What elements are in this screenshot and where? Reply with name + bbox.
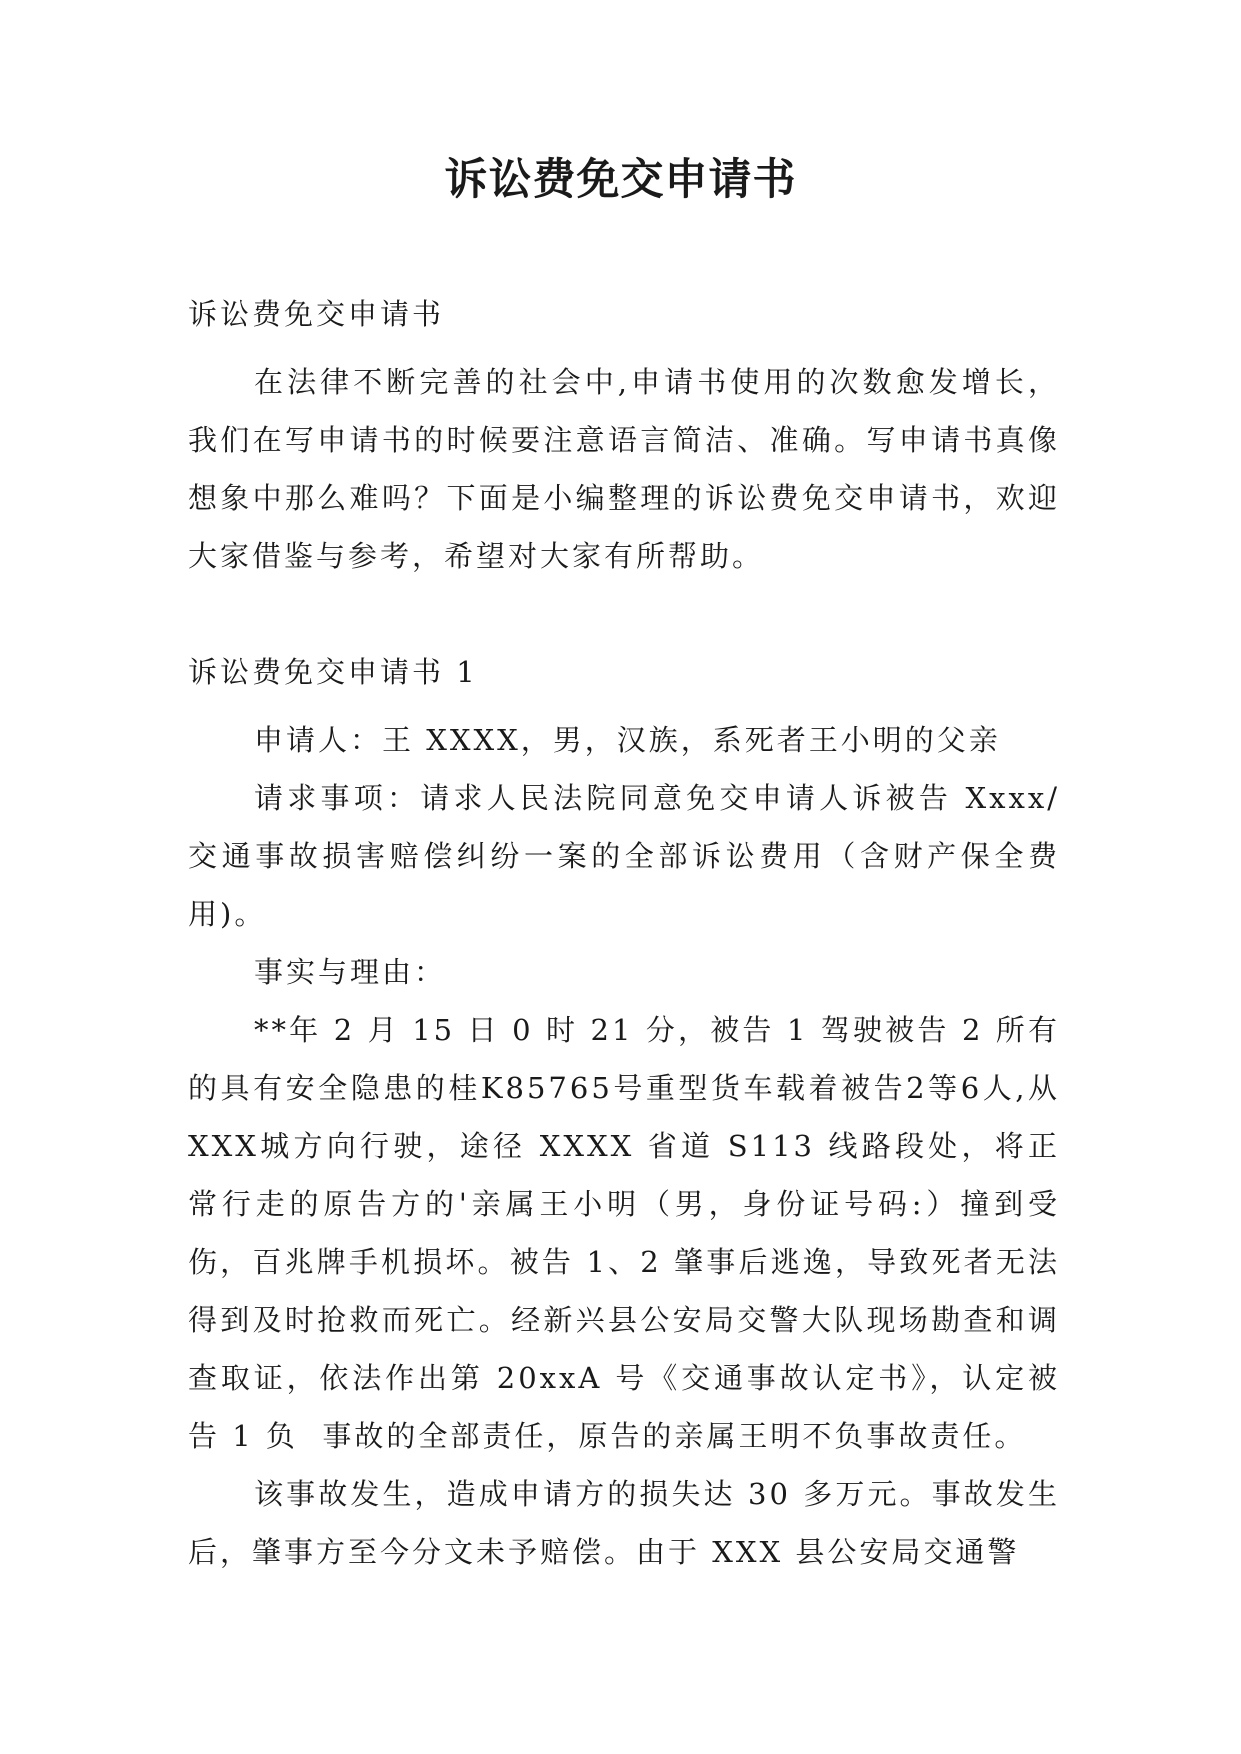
applicant-paragraph: 申请人：王 XXXX，男，汉族，系死者王小明的父亲 <box>254 723 1001 757</box>
request-paragraph: 请求事项：请求人民法院同意免交申请人诉被告 Xxxx/交通事故损害赔偿纠纷一案的全部诉讼费用（含财产保全费用)。 <box>188 781 1060 931</box>
intro-paragraph: 在法律不断完善的社会中,申请书使用的次数愈发增长，我们在写申请书的时候要注意语言简洁、准确。写申请书真像想象中那么难吗？下面是小编整理的诉讼费免交申请书，欢迎大家借鉴与参考，希望对大家有所帮助。 <box>188 365 1060 573</box>
document-subtitle: 诉讼费免交申请书 <box>188 297 445 331</box>
document-body <box>188 285 1060 1581</box>
document-title: 诉讼费免交申请书 <box>444 155 797 205</box>
facts-paragraph: **年 2 月 15 日 0 时 21 分，被告 1 驾驶被告 2 所有的具有安全隐患的桂K85765号重型货车载着被告2等6人,从XXX城方向行驶，途径 XXXX 省道 S113 线路段处，将正常行走的原告方的'亲属王小明（男，身份证号码:）撞到受伤，百兆牌手机损坏。被告 1、2 肇事后逃逸，导致死者无法得到及时抢救而死亡。经新兴县公安局交警大队现场勘查和调查取证，依法作出第 20xxA 号《交通事故认定书》，认定被告 1 负 事故的全部责任，原告的亲属王明不负事故责任。 <box>188 1013 1060 1453</box>
section-heading: 诉讼费免交申请书 1 <box>188 655 478 689</box>
facts-label: 事实与理由： <box>254 955 447 989</box>
loss-paragraph: 该事故发生，造成申请方的损失达 30 多万元。事故发生后，肇事方至今分文未予赔偿。由于 XXX 县公安局交通警 <box>188 1477 1060 1569</box>
